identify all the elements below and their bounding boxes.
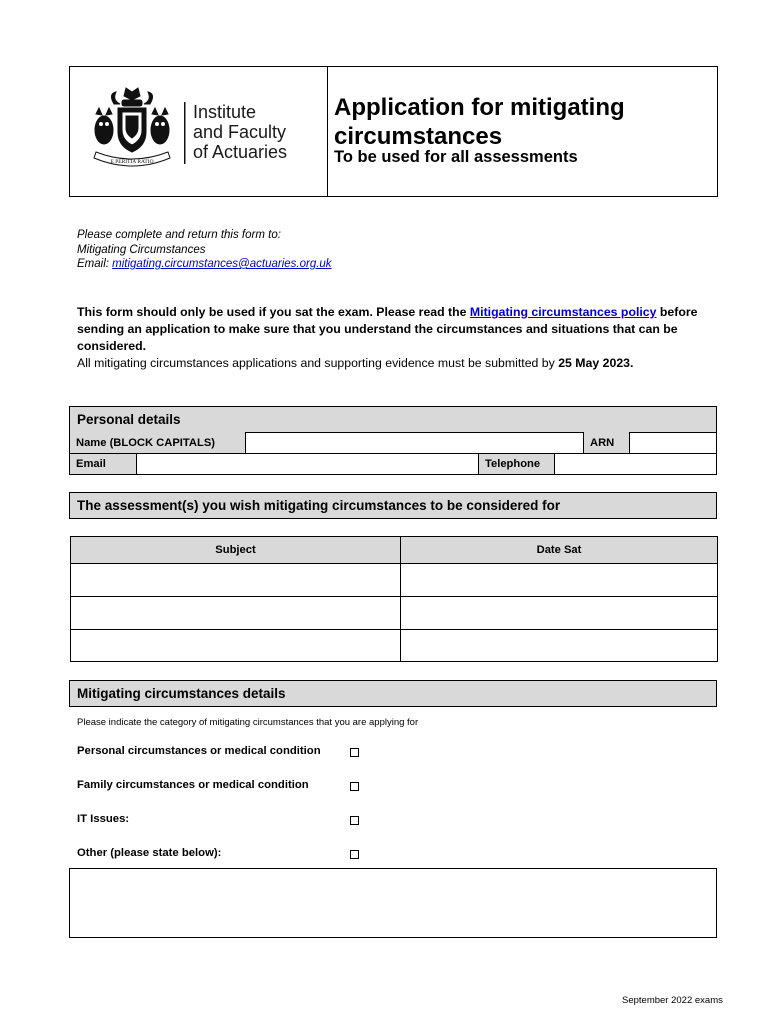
col-divider bbox=[245, 432, 246, 453]
col-divider bbox=[629, 432, 630, 453]
date-cell-1[interactable] bbox=[401, 564, 717, 596]
col-divider bbox=[478, 453, 479, 474]
category-family-label: Family circumstances or medical condition bbox=[77, 779, 309, 791]
assessments-header: The assessment(s) you wish mitigating circumstances to be considered for bbox=[69, 492, 717, 519]
date-sat-column-header: Date Sat bbox=[401, 537, 717, 563]
return-line-1: Please complete and return this form to: bbox=[77, 229, 281, 241]
name-label: Name (BLOCK CAPITALS) bbox=[70, 432, 245, 453]
category-it-checkbox[interactable] bbox=[350, 816, 359, 825]
subject-cell-2[interactable] bbox=[71, 597, 400, 629]
mitigating-details-header: Mitigating circumstances details bbox=[69, 680, 717, 707]
crest-motto: E PERITIA RATIO bbox=[110, 159, 154, 165]
logo-wordmark bbox=[193, 102, 287, 162]
telephone-input[interactable] bbox=[555, 454, 716, 474]
logo-line-1: Institute bbox=[193, 102, 257, 122]
category-personal-label: Personal circumstances or medical condition bbox=[77, 745, 321, 757]
category-family-checkbox[interactable] bbox=[350, 782, 359, 791]
row-divider bbox=[70, 453, 716, 454]
name-input[interactable] bbox=[246, 432, 583, 453]
date-cell-3[interactable] bbox=[401, 630, 717, 661]
email-label: Email bbox=[70, 454, 136, 474]
personal-details-header: Personal details bbox=[69, 406, 717, 433]
col-divider bbox=[554, 453, 555, 474]
return-line-2: Mitigating Circumstances bbox=[77, 243, 206, 256]
form-title: Application for mitigating circumstances bbox=[334, 94, 625, 150]
policy-link[interactable]: Mitigating circumstances policy bbox=[469, 305, 657, 319]
logo-line-2: and Faculty bbox=[193, 122, 287, 142]
header-divider bbox=[327, 66, 328, 197]
category-personal-checkbox[interactable] bbox=[350, 748, 359, 757]
email-link[interactable]: mitigating.circumstances@actuaries.org.uk bbox=[112, 258, 332, 270]
logo-line-3: of Actuaries bbox=[193, 142, 288, 162]
category-other-checkbox[interactable] bbox=[350, 850, 359, 859]
footer-text: September 2022 exams bbox=[622, 995, 723, 1006]
date-cell-2[interactable] bbox=[401, 597, 717, 629]
assessments-table bbox=[70, 536, 718, 662]
category-instruction: Please indicate the category of mitigating circumstances that you are applying for bbox=[77, 717, 419, 728]
deadline-text: All mitigating circumstances applications and supporting evidence must be submitted by bbox=[77, 356, 559, 370]
subject-cell-3[interactable] bbox=[71, 630, 400, 661]
telephone-label: Telephone bbox=[479, 454, 554, 474]
arn-input[interactable] bbox=[630, 432, 716, 453]
subject-cell-1[interactable] bbox=[71, 564, 400, 596]
category-it-label: IT Issues: bbox=[77, 813, 130, 825]
col-divider bbox=[583, 432, 584, 453]
col-divider bbox=[136, 453, 137, 474]
form-subtitle: To be used for all assessments bbox=[334, 148, 578, 166]
personal-details-table bbox=[69, 432, 717, 475]
email-input[interactable] bbox=[137, 454, 478, 474]
eligibility-notice: This form should only be used if you sat the exam. Please read the Mitigating circumstances policy before sending an application to make sure that you understand the circumstances and situations that can be considered. All mitigating circumstances applications and supporting evidence must be submitted by 25 May 2023. bbox=[77, 305, 698, 370]
deadline-date: 25 May 2023. bbox=[558, 356, 634, 370]
other-details-textbox[interactable] bbox=[69, 868, 717, 938]
arn-label: ARN bbox=[584, 432, 629, 453]
subject-column-header: Subject bbox=[71, 537, 400, 563]
return-email-line: Email: mitigating.circumstances@actuaries.org.uk bbox=[77, 258, 332, 270]
category-other-label: Other (please state below): bbox=[77, 847, 222, 859]
return-instructions bbox=[77, 228, 332, 272]
